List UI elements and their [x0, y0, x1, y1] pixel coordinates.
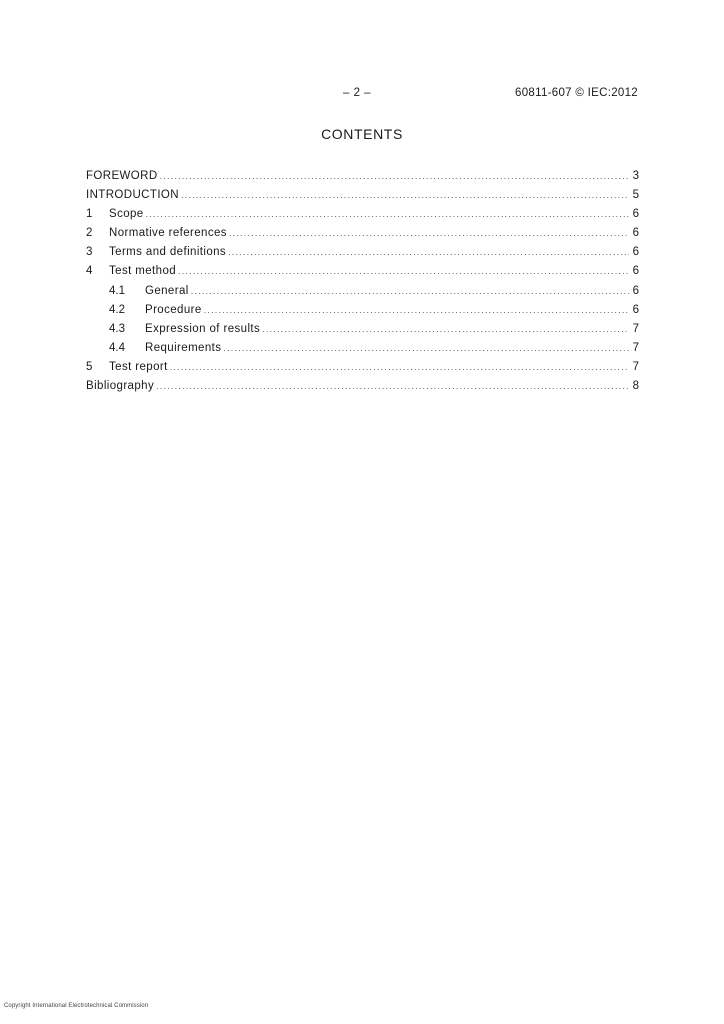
- toc-dot-leader: [204, 301, 629, 320]
- toc-entry-number: 4: [86, 265, 93, 278]
- toc-entry-title: Test method: [109, 265, 177, 278]
- page-number: – 2 –: [343, 87, 372, 99]
- side-watermark-mark: [662, 670, 666, 780]
- toc-entry[interactable]: [86, 339, 639, 358]
- toc-entry-title: Test report: [109, 360, 168, 373]
- toc-dot-leader: [146, 205, 629, 224]
- toc-dot-leader: [156, 377, 629, 396]
- toc-dot-leader: [181, 186, 629, 205]
- toc-entry[interactable]: [86, 377, 639, 396]
- toc-entry-title: INTRODUCTION: [86, 189, 179, 202]
- toc-entry-page: 7: [632, 360, 639, 373]
- toc-entry-title: Terms and definitions: [109, 246, 227, 259]
- toc-dot-leader: [229, 224, 629, 243]
- toc-entry-title: General: [145, 284, 189, 297]
- toc-dot-leader: [228, 243, 629, 262]
- toc-entry-title: Normative references: [109, 227, 227, 240]
- toc-entry-page: 6: [632, 246, 639, 259]
- toc-entry-page: 3: [632, 170, 639, 182]
- toc-dot-leader: [160, 167, 629, 186]
- toc-entry-number: 2: [86, 227, 93, 240]
- toc-entry[interactable]: [86, 358, 639, 377]
- toc-entry[interactable]: [86, 262, 639, 281]
- toc-entry-number: 3: [86, 246, 93, 259]
- toc-entry[interactable]: [86, 320, 639, 339]
- toc-entry[interactable]: [86, 167, 639, 186]
- toc-entry[interactable]: [86, 186, 639, 205]
- toc-entry[interactable]: [86, 243, 639, 262]
- toc-entry-page: 6: [632, 284, 639, 297]
- toc-entry[interactable]: [86, 301, 639, 320]
- toc-entry[interactable]: [86, 205, 639, 224]
- toc-entry-title: Bibliography: [86, 380, 155, 393]
- toc-entry-number: 5: [86, 360, 93, 373]
- toc-dot-leader: [223, 339, 629, 358]
- document-id: 60811-607 © IEC:2012: [515, 87, 638, 99]
- toc-entry-number: 4.4: [109, 341, 125, 354]
- toc-entry-number: 1: [86, 208, 93, 221]
- page-header: [0, 87, 724, 103]
- toc-entry-page: 6: [632, 303, 639, 316]
- toc-entry-title: Expression of results: [145, 322, 261, 335]
- toc-dot-leader: [262, 320, 629, 339]
- toc-entry-title: FOREWORD: [86, 170, 158, 182]
- toc-entry-number: 4.1: [109, 284, 125, 297]
- toc-entry-page: 5: [632, 189, 639, 202]
- toc-dot-leader: [170, 358, 629, 377]
- toc-entry-page: 8: [632, 380, 639, 393]
- toc-entry-page: 6: [632, 265, 639, 278]
- copyright-footer: Copyright International Electrotechnical Commission: [4, 1003, 149, 1009]
- toc-entry-page: 6: [632, 227, 639, 240]
- toc-entry-number: 4.3: [109, 322, 125, 335]
- toc-entry-page: 7: [632, 341, 639, 354]
- contents-title: CONTENTS: [321, 126, 403, 142]
- toc-entry[interactable]: [86, 224, 639, 243]
- toc-entry-page: 6: [632, 208, 639, 221]
- toc-entry-title: Procedure: [145, 303, 202, 316]
- toc-entry-title: Scope: [109, 208, 144, 221]
- toc-entry-number: 4.2: [109, 303, 125, 316]
- toc-dot-leader: [178, 262, 629, 281]
- toc-dot-leader: [191, 282, 629, 301]
- toc-entry[interactable]: [86, 282, 639, 301]
- table-of-contents: [86, 167, 639, 396]
- toc-entry-page: 7: [632, 322, 639, 335]
- toc-entry-title: Requirements: [145, 341, 222, 354]
